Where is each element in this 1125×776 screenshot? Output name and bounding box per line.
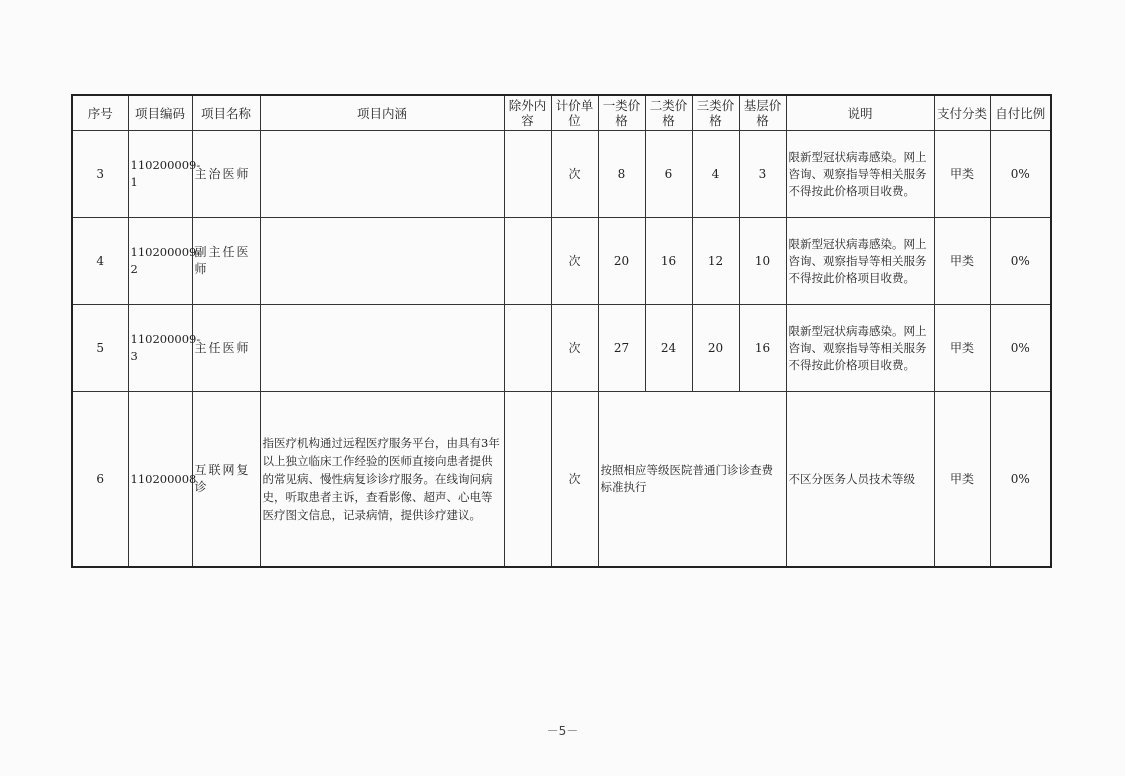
cell-price2: 24 [645,305,692,392]
cell-exclude [504,218,551,305]
cell-base: 10 [739,218,786,305]
cell-unit: 次 [551,131,598,218]
cell-seq: 6 [72,392,128,568]
cell-code: 110200009-3 [128,305,192,392]
cell-price1: 8 [598,131,645,218]
header-pay-class: 支付分类 [934,95,990,131]
cell-price3: 4 [692,131,739,218]
cell-content [260,218,504,305]
cell-name: 互联网复诊 [192,392,260,568]
header-code: 项目编码 [128,95,192,131]
cell-name: 主任医师 [192,305,260,392]
page-number: －5－ [546,724,579,738]
cell-seq: 5 [72,305,128,392]
cell-pay-class: 甲类 [934,305,990,392]
cell-price3: 12 [692,218,739,305]
cell-base: 16 [739,305,786,392]
cell-exclude [504,305,551,392]
cell-note: 不区分医务人员技术等级 [786,392,934,568]
cell-name: 主治医师 [192,131,260,218]
cell-content [260,305,504,392]
header-price2: 二类价格 [645,95,692,131]
cell-self-ratio: 0% [990,131,1051,218]
cell-code: 110200009-2 [128,218,192,305]
table-row [72,131,1051,218]
cell-exclude [504,131,551,218]
header-unit: 计价单位 [551,95,598,131]
cell-price3: 20 [692,305,739,392]
cell-self-ratio: 0% [990,218,1051,305]
cell-price2: 16 [645,218,692,305]
table-row [72,218,1051,305]
cell-unit: 次 [551,218,598,305]
cell-content [260,131,504,218]
table-row [72,305,1051,392]
cell-self-ratio: 0% [990,392,1051,568]
cell-pay-class: 甲类 [934,218,990,305]
price-table [71,94,1052,568]
cell-self-ratio: 0% [990,305,1051,392]
cell-pay-class: 甲类 [934,131,990,218]
cell-code: 110200008 [128,392,192,568]
cell-price1: 27 [598,305,645,392]
header-seq: 序号 [72,95,128,131]
cell-unit: 次 [551,305,598,392]
cell-note: 限新型冠状病毒感染。网上咨询、观察指导等相关服务不得按此价格项目收费。 [786,305,934,392]
header-exclude: 除外内容 [504,95,551,131]
header-note: 说明 [786,95,934,131]
header-price3: 三类价格 [692,95,739,131]
cell-seq: 4 [72,218,128,305]
cell-code: 110200009-1 [128,131,192,218]
header-row [72,95,1051,131]
cell-seq: 3 [72,131,128,218]
header-content: 项目内涵 [260,95,504,131]
header-name: 项目名称 [192,95,260,131]
cell-base: 3 [739,131,786,218]
header-base: 基层价格 [739,95,786,131]
cell-content: 指医疗机构通过远程医疗服务平台，由具有3年以上独立临床工作经验的医师直接向患者提供的常见病、慢性病复诊诊疗服务。在线询问病史，听取患者主诉，查看影像、超声、心电等医疗图文信息，记录病情，提供诊疗建议。 [260,392,504,568]
header-self-ratio: 自付比例 [990,95,1051,131]
cell-pay-class: 甲类 [934,392,990,568]
cell-unit: 次 [551,392,598,568]
cell-note: 限新型冠状病毒感染。网上咨询、观察指导等相关服务不得按此价格项目收费。 [786,131,934,218]
cell-exclude [504,392,551,568]
cell-price1: 20 [598,218,645,305]
table-row [72,392,1051,568]
cell-price-merged: 按照相应等级医院普通门诊诊查费标准执行 [598,392,786,568]
cell-name: 副主任医师 [192,218,260,305]
cell-note: 限新型冠状病毒感染。网上咨询、观察指导等相关服务不得按此价格项目收费。 [786,218,934,305]
header-price1: 一类价格 [598,95,645,131]
cell-price2: 6 [645,131,692,218]
